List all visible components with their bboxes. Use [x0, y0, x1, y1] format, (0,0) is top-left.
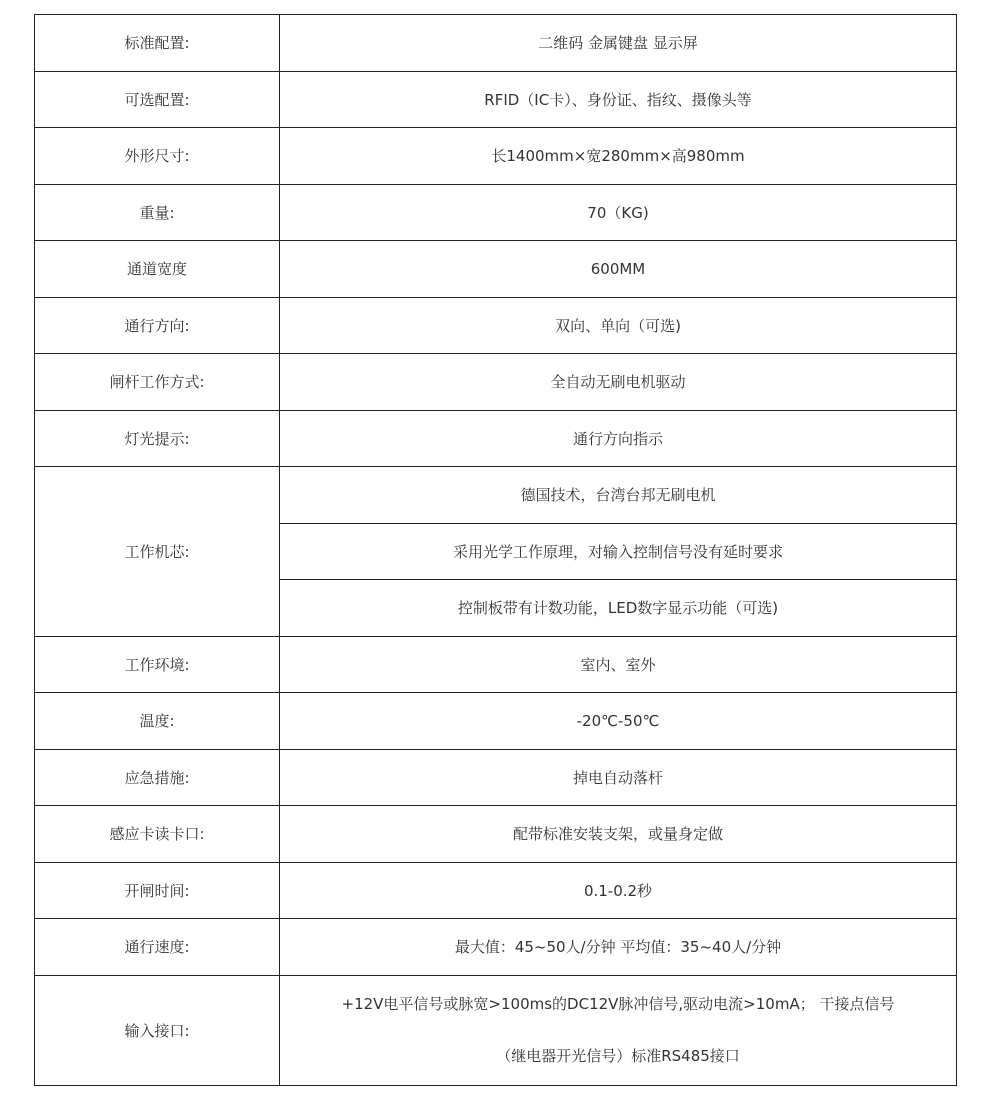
spec-row-environment — [35, 636, 957, 693]
spec-row-pass-speed — [35, 919, 957, 976]
spec-label: 闸杆工作方式: — [35, 354, 280, 411]
spec-row-standard-config — [35, 15, 957, 72]
spec-label: 工作机芯: — [35, 467, 280, 637]
spec-label: 外形尺寸: — [35, 128, 280, 185]
spec-row-input-interface — [35, 975, 957, 1085]
spec-value: 最大值：45~50人/分钟 平均值：35~40人/分钟 — [280, 919, 957, 976]
spec-value-multiline — [280, 975, 957, 1085]
spec-label: 开闸时间: — [35, 862, 280, 919]
spec-label: 通行速度: — [35, 919, 280, 976]
spec-label: 感应卡读卡口: — [35, 806, 280, 863]
spec-value: 室内、室外 — [280, 636, 957, 693]
spec-label: 通行方向: — [35, 297, 280, 354]
spec-row-barrier-mode — [35, 354, 957, 411]
spec-row-light-indicator — [35, 410, 957, 467]
spec-row-temperature — [35, 693, 957, 750]
spec-table — [34, 14, 957, 1086]
spec-value: 长1400mm×宽280mm×高980mm — [280, 128, 957, 185]
spec-value: RFID（IC卡）、身份证、指纹、摄像头等 — [280, 71, 957, 128]
spec-value-line: +12V电平信号或脉宽>100ms的DC12V脉冲信号,驱动电流>10mA； 干接点信号 — [341, 995, 895, 1013]
spec-row-pass-direction — [35, 297, 957, 354]
spec-value: 双向、单向（可选) — [280, 297, 957, 354]
spec-row-lane-width — [35, 241, 957, 298]
spec-value: 二维码 金属键盘 显示屏 — [280, 15, 957, 72]
spec-value: 0.1-0.2秒 — [280, 862, 957, 919]
spec-row-mechanism — [35, 467, 957, 524]
spec-row-weight — [35, 184, 957, 241]
spec-value: 控制板带有计数功能，LED数字显示功能（可选) — [280, 580, 957, 637]
spec-label: 可选配置: — [35, 71, 280, 128]
spec-row-card-reader — [35, 806, 957, 863]
spec-row-emergency — [35, 749, 957, 806]
spec-label: 工作环境: — [35, 636, 280, 693]
spec-label: 灯光提示: — [35, 410, 280, 467]
spec-value: 掉电自动落杆 — [280, 749, 957, 806]
spec-label: 标准配置: — [35, 15, 280, 72]
spec-label: 应急措施: — [35, 749, 280, 806]
spec-value-line: （继电器开光信号）标准RS485接口 — [496, 1047, 740, 1065]
spec-label: 重量: — [35, 184, 280, 241]
spec-label: 温度: — [35, 693, 280, 750]
spec-value: 600MM — [280, 241, 957, 298]
spec-label: 通道宽度 — [35, 241, 280, 298]
spec-value: 配带标准安装支架，或量身定做 — [280, 806, 957, 863]
spec-value: 70（KG) — [280, 184, 957, 241]
spec-value: 通行方向指示 — [280, 410, 957, 467]
spec-value: -20℃-50℃ — [280, 693, 957, 750]
spec-label: 输入接口: — [35, 975, 280, 1085]
spec-row-optional-config — [35, 71, 957, 128]
spec-value: 采用光学工作原理，对输入控制信号没有延时要求 — [280, 523, 957, 580]
spec-value: 德国技术，台湾台邦无刷电机 — [280, 467, 957, 524]
spec-row-open-time — [35, 862, 957, 919]
spec-value: 全自动无刷电机驱动 — [280, 354, 957, 411]
spec-row-dimensions — [35, 128, 957, 185]
